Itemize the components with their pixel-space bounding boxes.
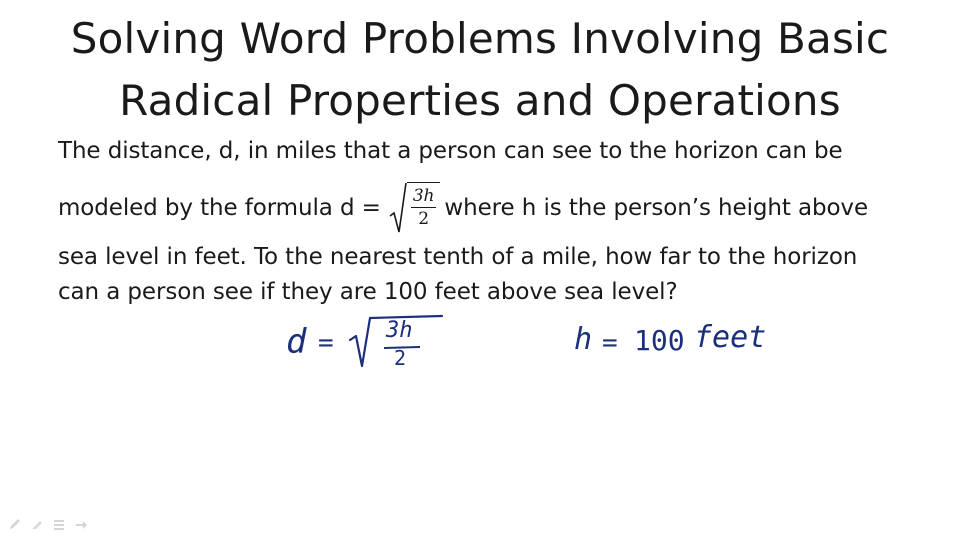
handwritten-equals-1: =: [318, 328, 334, 358]
arrow-icon[interactable]: [74, 516, 88, 530]
menu-icon[interactable]: [52, 516, 66, 530]
formula-denominator: 2: [418, 209, 429, 229]
handwritten-numerator: 3h: [386, 318, 413, 343]
problem-line-2-start: modeled by the formula d =: [58, 195, 381, 221]
problem-line-2-end: where h is the person’s height above: [444, 195, 868, 221]
radical-sign-icon: [389, 182, 407, 234]
formula-radical: [389, 182, 441, 234]
eraser-icon[interactable]: [30, 516, 44, 530]
pen-icon[interactable]: [8, 516, 22, 530]
handwritten-equals-2: =: [602, 328, 618, 358]
problem-line-4: can a person see if they are 100 feet above sea level?: [58, 279, 678, 305]
problem-line-1: The distance, d, in miles that a person can see to the horizon can be: [58, 138, 843, 164]
handwritten-value: 100: [634, 324, 685, 357]
problem-line-2: [58, 180, 928, 236]
handwritten-d: d: [286, 322, 307, 362]
handwritten-unit: feet: [694, 320, 767, 355]
formula-fraction: [407, 182, 441, 234]
title-line-1: Solving Word Problems Involving Basic: [70, 14, 890, 63]
handwritten-h: h: [574, 322, 593, 357]
page-title: [0, 8, 960, 132]
annotation-toolbar: [8, 516, 88, 530]
formula-numerator: 3h: [412, 186, 435, 206]
title-line-2: Radical Properties and Operations: [119, 76, 841, 125]
problem-line-3: sea level in feet. To the nearest tenth of a mile, how far to the horizon: [58, 244, 858, 270]
handwritten-denominator: 2: [394, 346, 407, 370]
